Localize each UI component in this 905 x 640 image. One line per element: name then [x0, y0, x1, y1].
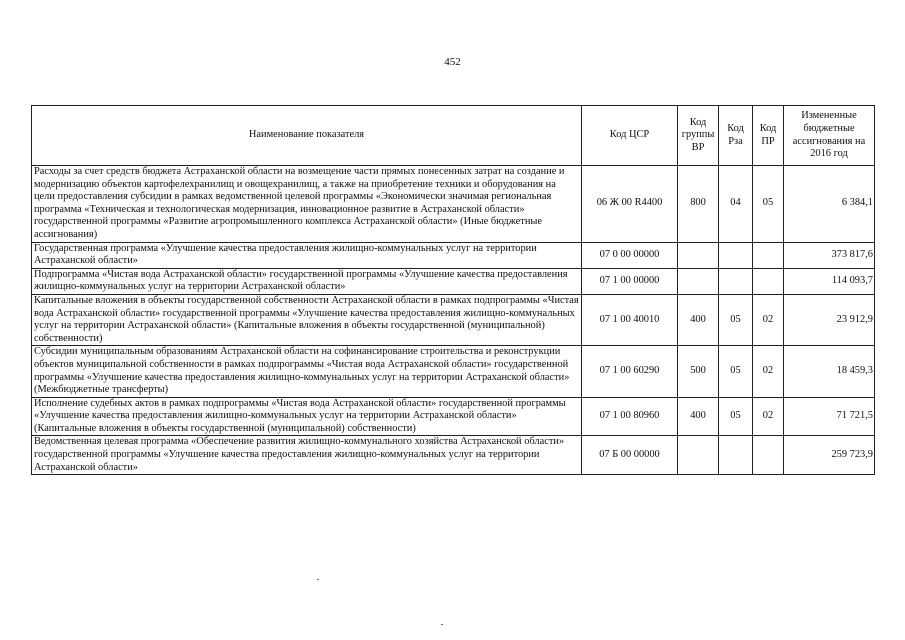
row-sum: 71 721,5 [784, 397, 875, 436]
row-csr: 07 1 00 00000 [582, 268, 678, 294]
row-name: Исполнение судебных актов в рамках подпрограммы «Чистая вода Астраханской области» государственной программы «Улучшение качества предоставления жилищно-коммунальных услуг на территории Астраханской области» (Капитальные вложения в объекты государственной (муниципальной) собственности) [32, 397, 582, 436]
row-pr: 05 [753, 166, 784, 243]
header-csr: Код ЦСР [582, 106, 678, 166]
row-csr: 07 Б 00 00000 [582, 436, 678, 475]
row-name: Расходы за счет средств бюджета Астраханской области на возмещение части прямых понесенных затрат на создание и модернизацию объектов картофелехранилищ и овощехранилищ, а также на приобретение техники и оборудования на цели предоставления субсидии в рамках ведомственной целевой программы «Экономически значимая региональная программа «Техническая и технологическая модернизация, инновационное развитие в Астраханской области» государственной программы «Развитие агропромышленного комплекса Астраханской области» (Иные бюджетные ассигнования) [32, 166, 582, 243]
row-pr [753, 268, 784, 294]
scan-speck [441, 624, 443, 625]
row-sum: 373 817,6 [784, 242, 875, 268]
row-pr: 02 [753, 346, 784, 397]
row-vr [678, 436, 719, 475]
row-sum: 114 093,7 [784, 268, 875, 294]
row-sum: 259 723,9 [784, 436, 875, 475]
header-name: Наименование показателя [32, 106, 582, 166]
row-rza: 05 [719, 346, 753, 397]
row-csr: 07 1 00 40010 [582, 294, 678, 345]
budget-table [31, 105, 875, 475]
row-rza [719, 268, 753, 294]
row-csr: 07 0 00 00000 [582, 242, 678, 268]
header-pr: Код ПР [753, 106, 784, 166]
row-vr: 400 [678, 397, 719, 436]
table-header-row [32, 106, 875, 166]
row-sum: 23 912,9 [784, 294, 875, 345]
row-pr [753, 436, 784, 475]
row-vr [678, 268, 719, 294]
row-vr: 800 [678, 166, 719, 243]
header-rza: Код Рза [719, 106, 753, 166]
row-name: Субсидии муниципальным образованиям Астраханской области на софинансирование строительства и реконструкции объектов муниципальной собственности в рамках подпрограммы «Чистая вода Астраханской области» государственной программы «Улучшение качества предоставления жилищно-коммунальных услуг на территории Астраханской области» (Межбюджетные трансферты) [32, 346, 582, 397]
row-rza [719, 436, 753, 475]
scan-speck [317, 579, 319, 580]
header-vr: Код группы ВР [678, 106, 719, 166]
row-vr [678, 242, 719, 268]
row-csr: 07 1 00 80960 [582, 397, 678, 436]
row-vr: 400 [678, 294, 719, 345]
row-name: Капитальные вложения в объекты государственной собственности Астраханской области в рамках подпрограммы «Чистая вода Астраханской области» государственной программы «Улучшение качества предоставления жилищно-коммунальных услуг на территории Астраханской области» (Капитальные вложения в объекты государственной (муниципальной) собственности) [32, 294, 582, 345]
header-sum: Измененные бюджетные ассигнования на 2016 год [784, 106, 875, 166]
page-number: 452 [444, 56, 461, 68]
row-vr: 500 [678, 346, 719, 397]
row-name: Подпрограмма «Чистая вода Астраханской области» государственной программы «Улучшение качества предоставления жилищно-коммунальных услуг на территории Астраханской области» [32, 268, 582, 294]
row-rza: 04 [719, 166, 753, 243]
row-name: Ведомственная целевая программа «Обеспечение развития жилищно-коммунального хозяйства Астраханской области» государственной программы «Улучшение качества предоставления жилищно-коммунальных услуг на территории Астраханской области» [32, 436, 582, 475]
table-row [32, 268, 875, 294]
row-rza [719, 242, 753, 268]
row-csr: 06 Ж 00 R4400 [582, 166, 678, 243]
table-row [32, 346, 875, 397]
row-pr: 02 [753, 397, 784, 436]
table-row [32, 294, 875, 345]
row-pr: 02 [753, 294, 784, 345]
table-row [32, 397, 875, 436]
table-row [32, 166, 875, 243]
row-rza: 05 [719, 294, 753, 345]
row-name: Государственная программа «Улучшение качества предоставления жилищно-коммунальных услуг на территории Астраханской области» [32, 242, 582, 268]
row-csr: 07 1 00 60290 [582, 346, 678, 397]
row-rza: 05 [719, 397, 753, 436]
row-sum: 18 459,3 [784, 346, 875, 397]
row-pr [753, 242, 784, 268]
row-sum: 6 384,1 [784, 166, 875, 243]
table-row [32, 436, 875, 475]
table-row [32, 242, 875, 268]
